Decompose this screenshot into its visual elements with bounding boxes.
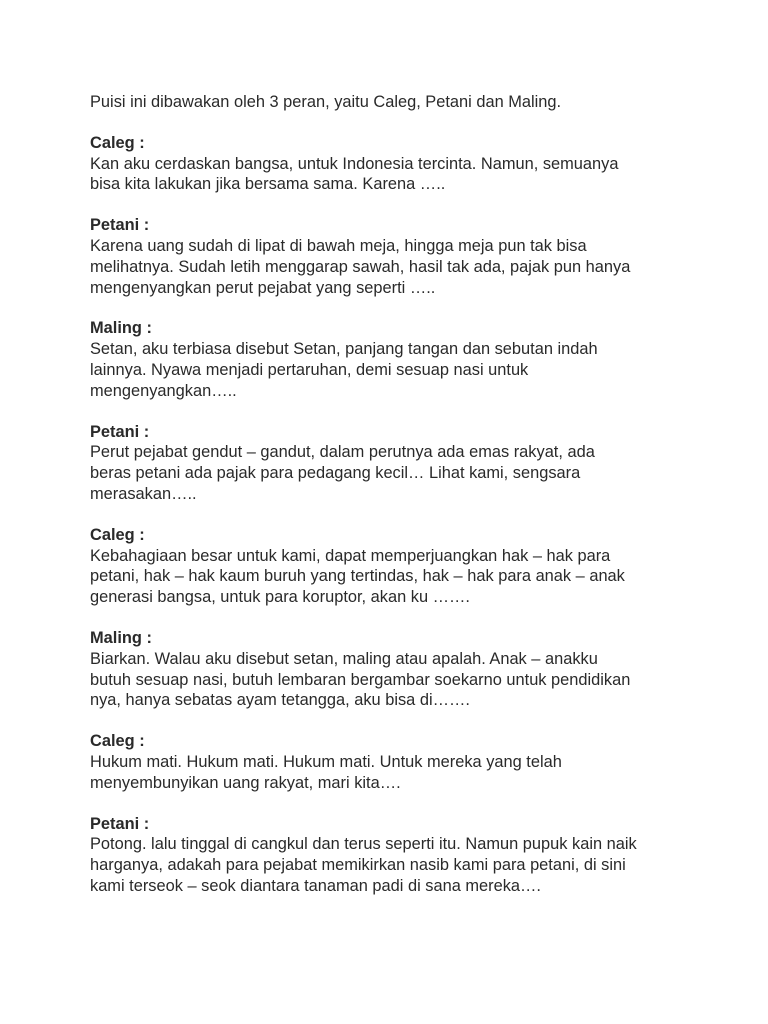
- dialogue-block: [90, 318, 710, 401]
- document-page: [90, 92, 710, 917]
- dialogue-block: [90, 215, 710, 298]
- dialogue-line: menyembunyikan uang rakyat, mari kita….: [90, 773, 401, 792]
- dialogue-line: merasakan…..: [90, 484, 197, 503]
- speaker-label: Petani :: [90, 422, 150, 441]
- dialogue-block: [90, 422, 710, 505]
- dialogue-block: [90, 628, 710, 711]
- speaker-label: Petani :: [90, 216, 150, 235]
- dialogue-line: petani, hak – hak kaum buruh yang tertindas, hak – hak para anak – anak: [90, 567, 625, 586]
- dialogue-line: bisa kita lakukan jika bersama sama. Karena …..: [90, 175, 446, 194]
- dialogue-line: mengenyangkan perut pejabat yang seperti …..: [90, 278, 436, 297]
- dialogue-line: beras petani ada pajak para pedagang kecil… Lihat kami, sengsara: [90, 464, 581, 483]
- intro-text: Puisi ini dibawakan oleh 3 peran, yaitu Caleg, Petani dan Maling.: [90, 93, 562, 111]
- dialogue-line: melihatnya. Sudah letih menggarap sawah, hasil tak ada, pajak pun hanya: [90, 257, 631, 276]
- dialogue-line: Setan, aku terbiasa disebut Setan, panjang tangan dan sebutan indah: [90, 340, 598, 359]
- dialogue-line: kami terseok – seok diantara tanaman padi di sana mereka….: [90, 876, 541, 895]
- speaker-label: Caleg :: [90, 525, 145, 544]
- dialogue-line: Kan aku cerdaskan bangsa, untuk Indonesia tercinta. Namun, semuanya: [90, 154, 619, 173]
- dialogue-block: [90, 133, 710, 195]
- dialogue-line: Perut pejabat gendut – gandut, dalam perutnya ada emas rakyat, ada: [90, 443, 595, 462]
- dialogue-line: mengenyangkan…..: [90, 381, 237, 400]
- dialogue-line: harganya, adakah para pejabat memikirkan nasib kami para petani, di sini: [90, 856, 626, 875]
- dialogue-line: butuh sesuap nasi, butuh lembaran bergambar soekarno untuk pendidikan: [90, 670, 631, 689]
- dialogue-line: Biarkan. Walau aku disebut setan, maling atau apalah. Anak – anakku: [90, 649, 598, 668]
- dialogue-block: [90, 731, 710, 793]
- speaker-label: Maling :: [90, 319, 152, 338]
- dialogue-line: Hukum mati. Hukum mati. Hukum mati. Untuk mereka yang telah: [90, 752, 562, 771]
- dialogue-block: [90, 525, 710, 608]
- speaker-label: Petani :: [90, 814, 150, 833]
- dialogue-line: Karena uang sudah di lipat di bawah meja, hingga meja pun tak bisa: [90, 236, 587, 255]
- dialogue-block: [90, 814, 710, 897]
- dialogue-line: nya, hanya sebatas ayam tetangga, aku bisa di…….: [90, 691, 470, 710]
- speaker-label: Caleg :: [90, 732, 145, 751]
- speaker-label: Caleg :: [90, 133, 145, 152]
- dialogue-line: generasi bangsa, untuk para koruptor, akan ku …….: [90, 588, 470, 607]
- dialogue-line: Kebahagiaan besar untuk kami, dapat memperjuangkan hak – hak para: [90, 546, 611, 565]
- dialogue-line: Potong. lalu tinggal di cangkul dan terus seperti itu. Namun pupuk kain naik: [90, 835, 637, 854]
- speaker-label: Maling :: [90, 628, 152, 647]
- dialogue-line: lainnya. Nyawa menjadi pertaruhan, demi sesuap nasi untuk: [90, 360, 529, 379]
